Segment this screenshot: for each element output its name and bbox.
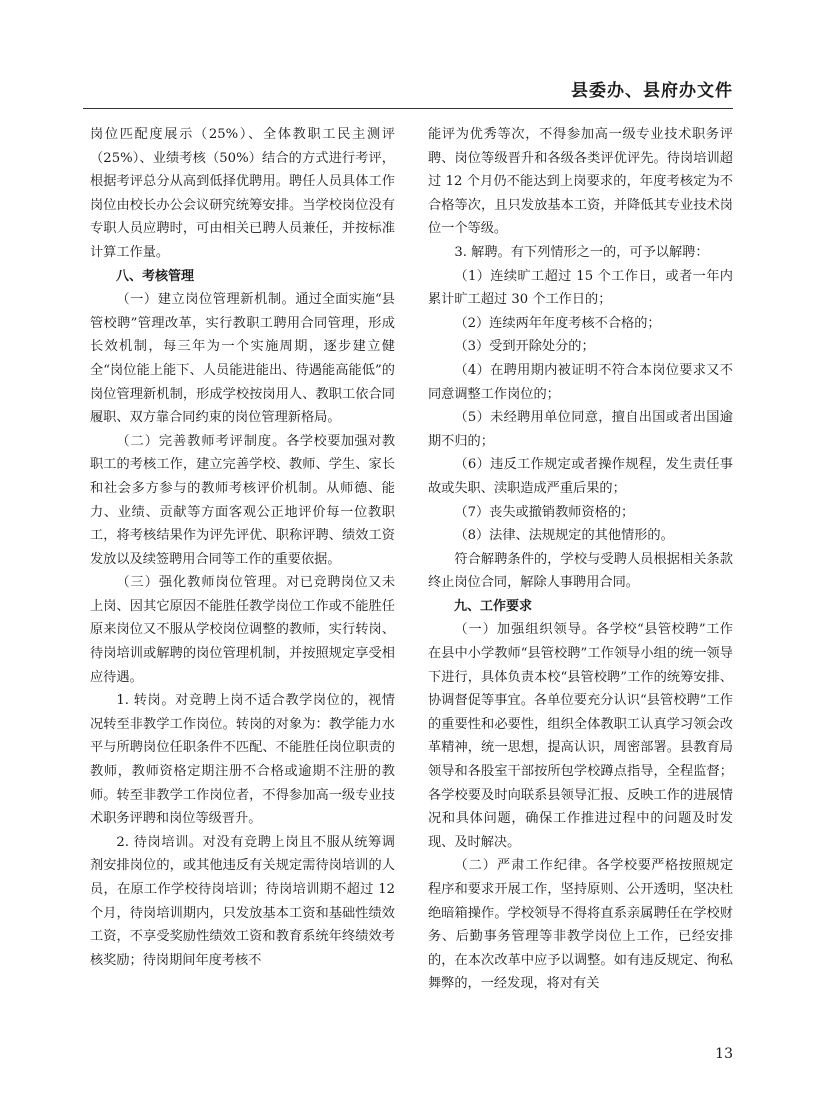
paragraph [428,265,733,312]
left-column [90,123,395,972]
paragraph-text: 符合解聘条件的，学校与受聘人员根据相关条款终止岗位合同，解除人事聘用合同。 [428,551,733,591]
paragraph [428,359,733,406]
paragraph-text: 各学校“县管校聘”工作在县中小学教师“县管校聘”工作领导小组的统一领导下进行，具体负责本校“县管校聘”工作的统筹安排、协调督促等事宜。各单位要充分认识“县管校聘”工作的重要性和必要性，组织全体教职工认真学习领会改革精神，统一思想，提高认识，周密部署。县教育局领导和各股室干部按所包学校蹲点指导，全程监督；各学校要及时向联系县领导汇报、反映工作的进展情况和具体问题，确保工作推进过程中的问题及时发现、及时解决。 [428,622,733,850]
paragraph-text: 3. 解聘。有下列情形之一的，可予以解聘： [454,244,709,260]
paragraph-text: 各学校要严格按照规定程序和要求开展工作，坚持原则、公开透明，坚决杜绝暗箱操作。学校领导不得将直系亲属聘任在学校财务、后勤事务管理等非教学岗位上工作，已经安排的，在本次改革中应予以调整。如有违反规定、徇私舞弊的，一经发现，将对有关 [428,858,734,992]
paragraph-text: （8）法律、法规规定的其他情形的。 [454,528,674,544]
paragraph [90,288,395,430]
paragraph [428,524,733,548]
right-column [428,123,733,996]
paragraph [428,854,733,996]
paragraph [90,123,395,265]
paragraph [428,123,733,241]
paragraph [428,548,733,595]
subsection-heading: （三）强化教师岗位管理。 [116,575,287,591]
paragraph [428,453,733,500]
page-number: 13 [715,1046,733,1062]
subsection-heading: （一）建立岗位管理新机制。 [116,292,296,308]
section-heading: 九、工作要求 [454,598,533,614]
paragraph [428,406,733,453]
paragraph-text: （2）连续两年年度考核不合格的； [454,315,661,331]
paragraph-text: （1）连续旷工超过 15 个工作日，或者一年内累计旷工超过 30 个工作日的； [428,268,733,308]
subsection-heading: （二）完善教师考评制度。 [116,433,287,449]
paragraph [428,501,733,525]
paragraph-text: （5）未经聘用单位同意，擅自出国或者出国逾期不归的； [428,410,733,449]
paragraph-text: （4）在聘用期内被证明不符合本岗位要求又不同意调整工作岗位的； [428,362,733,402]
header-rule [83,108,733,109]
document-header: 县委办、县府办文件 [571,81,733,101]
paragraph [428,241,733,265]
paragraph-text: 通过全面实施“县管校聘”管理改革，实行教职工聘用合同管理，形成长效机制，每三年为一个实施周期，逐步建立健全“岗位能上能下、人员能进能出、待遇能高能低”的岗位管理新机制，形成学校按岗用人、教职工依合同履职、双方靠合同约束的岗位管理新格局。 [90,292,395,426]
paragraph-text: 1. 转岗。对竞聘上岗不适合教学岗位的，视情况转至非教学工作岗位。转岗的对象为：教学能力水平与所聘岗位任职条件不匹配、不能胜任岗位职责的教师，教师资格定期注册不合格或逾期不注册的教师。转至非教学工作岗位者，不得参加高一级专业技术职务评聘和岗位等级晋升。 [90,693,395,827]
paragraph-text: （7）丧失或撤销教师资格的； [454,504,635,520]
paragraph [90,689,395,831]
paragraph-text: 对已竞聘岗位又未上岗、因其它原因不能胜任教学岗位工作或不能胜任原来岗位又不服从学校岗位调整的教师，实行转岗、待岗培训或解聘的岗位管理机制，并按照规定享受相应待遇。 [90,575,396,685]
paragraph-text: （3）受到开除处分的； [454,339,595,355]
paragraph [428,618,733,854]
paragraph-text: 岗位匹配度展示（25%）、全体教职工民主测评（25%）、业绩考核（50%）结合的方式进行考评，根据考评总分从高到低择优聘用。聘任人员具体工作岗位由校长办公会议研究统筹安排。当学校岗位没有专职人员应聘时，可由相关已聘人员兼任，并按标准计算工作量。 [90,127,395,260]
section-heading: 八、考核管理 [116,268,195,284]
paragraph-text: 能评为优秀等次，不得参加高一级专业技术职务评聘、岗位等级晋升和各级各类评优评先。待岗培训超过 12 个月仍不能达到上岗要求的，年度考核定为不合格等次，且只发放基本工资，并降低其专业技术岗位一个等级。 [428,127,733,237]
paragraph [90,430,395,572]
paragraph [428,335,733,359]
paragraph-text: （6）违反工作规定或者操作规程，发生责任事故或失职、渎职造成严重后果的； [428,457,733,496]
subsection-heading: （一）加强组织领导。 [454,622,597,638]
paragraph [428,312,733,336]
paragraph [90,831,395,973]
subsection-heading: （二）严肃工作纪律。 [454,858,597,874]
paragraph-text: 2. 待岗培训。对没有竞聘上岗且不服从统筹调剂安排岗位的，或其他违反有关规定需待岗培训的人员，在原工作学校待岗培训；待岗培训期不超过 12 个月，待岗培训期内，只发放基本工资和基础性绩效工资，不享受奖励性绩效工资和教育系统年终绩效考核奖励；待岗期间年度考核不 [90,834,395,968]
paragraph [90,571,395,689]
paragraph-text: 各学校要加强对教职工的考核工作，建立完善学校、教师、学生、家长和社会多方参与的教师考核评价机制。从师德、能力、业绩、贡献等方面客观公正地评价每一位教职工，将考核结果作为评先评优、职称评聘、绩效工资发放以及续签聘用合同等工作的重要依据。 [90,433,396,567]
